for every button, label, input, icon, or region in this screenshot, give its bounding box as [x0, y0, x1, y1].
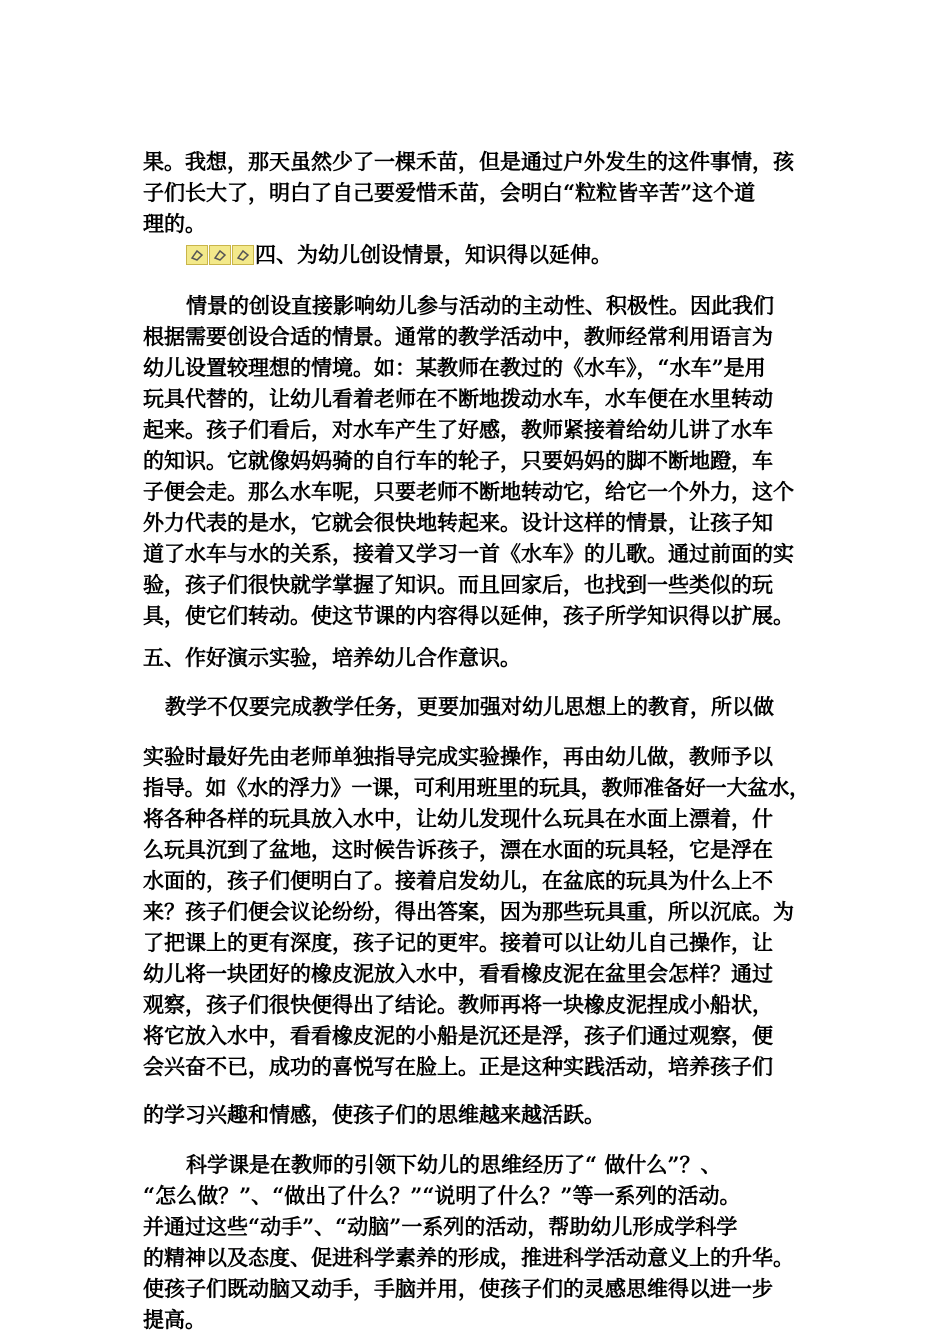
text-line: 使孩子们既动脑又动手，手脑并用，使孩子们的灵感思维得以进一步 [143, 1276, 773, 1301]
text-line: 起来。孩子们看后，对水车产生了好感，教师紧接着给幼儿讲了水车 [143, 417, 773, 442]
text-line: 将它放入水中，看看橡皮泥的小船是沉还是浮，孩子们通过观察，便 [143, 1023, 773, 1048]
diamond-icon [232, 245, 254, 265]
section-heading-5: 五、作好演示实验，培养幼儿合作意识。 [143, 645, 521, 670]
text-line: 根据需要创设合适的情景。通常的教学活动中，教师经常利用语言为 [143, 324, 773, 349]
text-line: 子们长大了，明白了自己要爱惜禾苗，会明白“粒粒皆辛苦”这个道 [143, 180, 756, 205]
diamond-icon [186, 245, 208, 265]
text-line: 验，孩子们很快就学掌握了知识。而且回家后，也找到一些类似的玩 [143, 572, 773, 597]
text-line: 实验时最好先由老师单独指导完成实验操作，再由幼儿做，教师予以 [143, 744, 773, 769]
text-line: 幼儿将一块团好的橡皮泥放入水中，看看橡皮泥在盆里会怎样？通过 [143, 961, 773, 986]
decorative-icons [186, 245, 255, 265]
text-line: 外力代表的是水，它就会很快地转起来。设计这样的情景，让孩子知 [143, 510, 773, 535]
text-line: 将各种各样的玩具放入水中，让幼儿发现什么玩具在水面上漂着，什 [143, 806, 773, 831]
text-line: 了把课上的更有深度，孩子记的更牢。接着可以让幼儿自己操作，让 [143, 930, 773, 955]
text-line: 来？孩子们便会议论纷纷，得出答案，因为那些玩具重，所以沉底。为 [143, 899, 794, 924]
text-line: 具，使它们转动。使这节课的内容得以延伸，孩子所学知识得以扩展。 [143, 603, 794, 628]
text-line: 理的。 [143, 211, 206, 236]
diamond-icon [209, 245, 231, 265]
section-heading-4 [186, 240, 612, 270]
text-line: 么玩具沉到了盆地，这时候告诉孩子，漂在水面的玩具轻，它是浮在 [143, 837, 773, 862]
text-line: 子便会走。那么水车呢，只要老师不断地转动它，给它一个外力，这个 [143, 479, 794, 504]
text-line: 教学不仅要完成教学任务，更要加强对幼儿思想上的教育，所以做 [165, 694, 774, 719]
text-line: 科学课是在教师的引领下幼儿的思维经历了“ 做什么”？、 [186, 1152, 722, 1177]
text-line: 的精神以及态度、促进科学素养的形成，推进科学活动意义上的升华。 [143, 1245, 794, 1270]
text-line: 情景的创设直接影响幼儿参与活动的主动性、积极性。因此我们 [186, 293, 774, 318]
text-line: 果。我想，那天虽然少了一棵禾苗，但是通过户外发生的这件事情，孩 [143, 149, 794, 174]
text-line: 提高。 [143, 1307, 206, 1332]
text-line: 玩具代替的，让幼儿看着老师在不断地拨动水车，水车便在水里转动 [143, 386, 773, 411]
text-line: 道了水车与水的关系，接着又学习一首《水车》的儿歌。通过前面的实 [143, 541, 794, 566]
text-line: 水面的，孩子们便明白了。接着启发幼儿，在盆底的玩具为什么上不 [143, 868, 773, 893]
text-line: 并通过这些“动手”、“动脑”一系列的活动，帮助幼儿形成学科学 [143, 1214, 738, 1239]
text-line: “怎么做？”、“做出了什么？”“说明了什么？”等一系列的活动。 [143, 1183, 741, 1208]
text-line: 会兴奋不已，成功的喜悦写在脸上。正是这种实践活动，培养孩子们 [143, 1054, 773, 1079]
text-line: 观察，孩子们很快便得出了结论。教师再将一块橡皮泥捏成小船状， [143, 992, 773, 1017]
text-line: 的学习兴趣和情感，使孩子们的思维越来越活跃。 [143, 1102, 605, 1127]
heading-text: 四、为幼儿创设情景，知识得以延伸。 [255, 242, 612, 267]
text-line: 幼儿设置较理想的情境。如：某教师在教过的《水车》，“水车”是用 [143, 355, 766, 380]
text-line: 指导。如《水的浮力》一课，可利用班里的玩具，教师准备好一大盆水， [143, 775, 810, 800]
text-line: 的知识。它就像妈妈骑的自行车的轮子，只要妈妈的脚不断地蹬，车 [143, 448, 773, 473]
